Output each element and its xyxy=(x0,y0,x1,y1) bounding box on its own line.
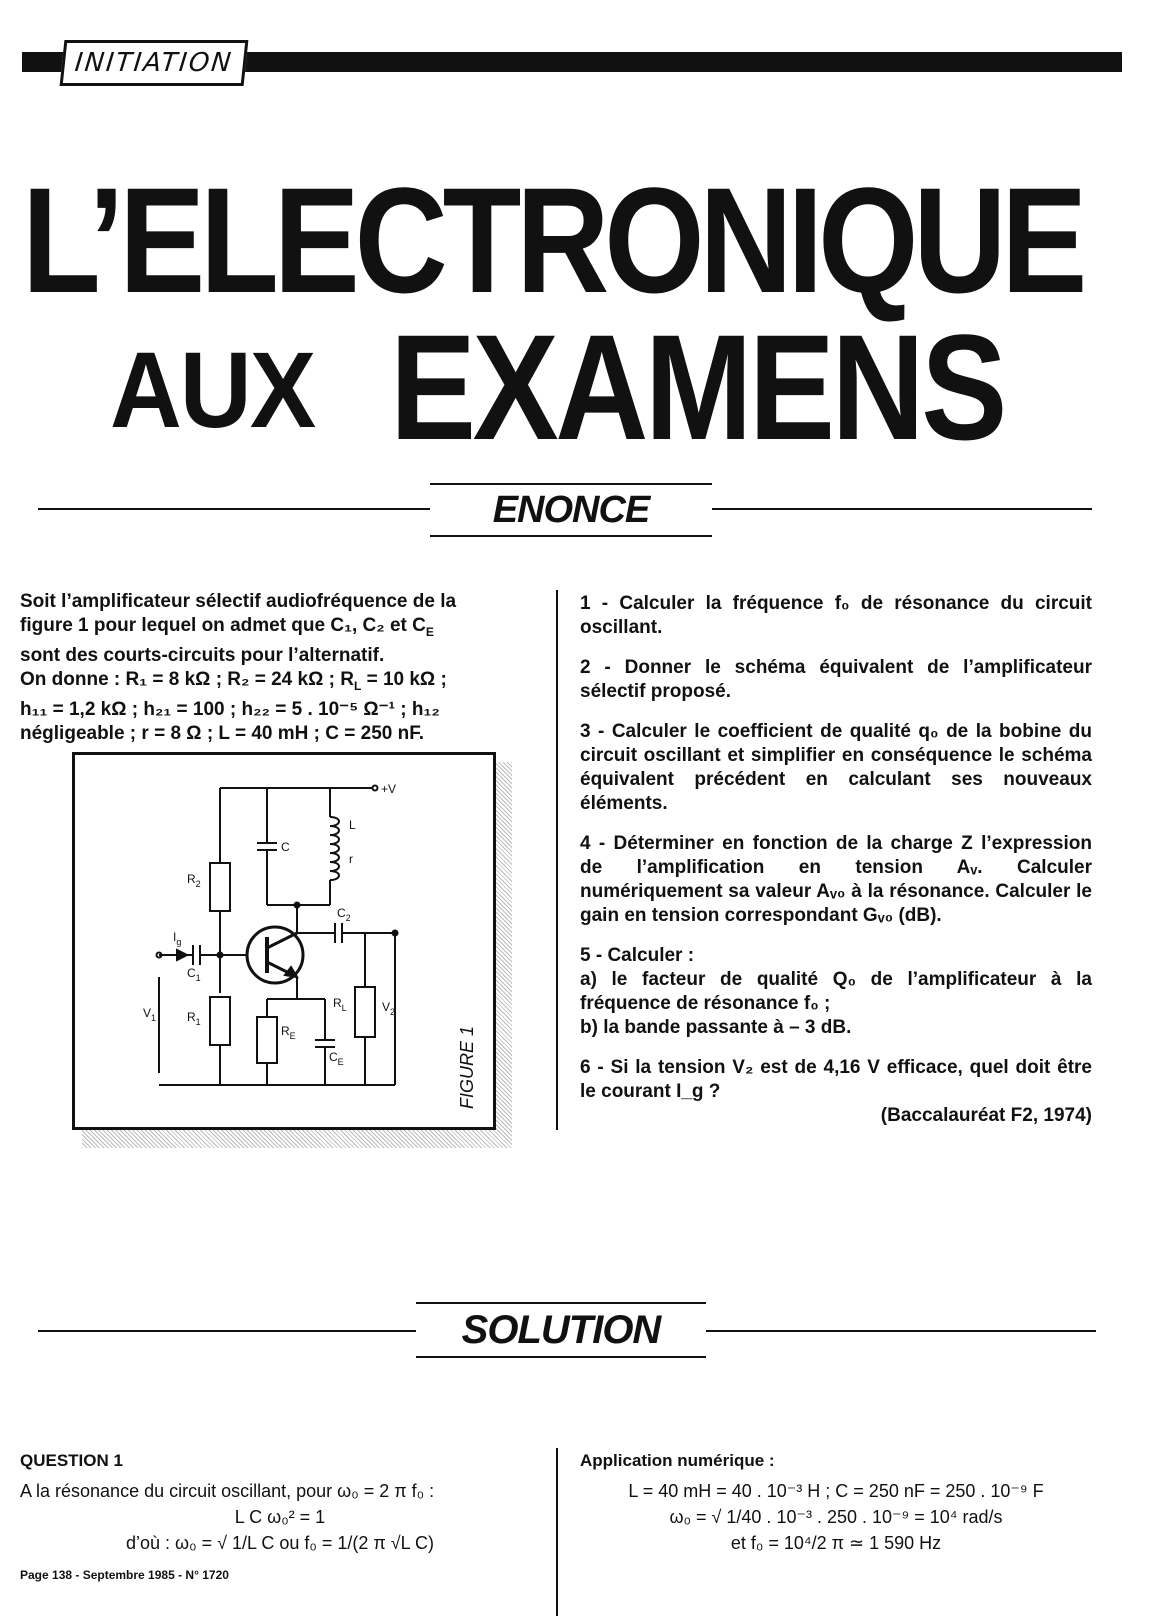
q1-title: QUESTION 1 xyxy=(20,1451,123,1470)
re-label: $R_E$ xyxy=(281,1024,296,1041)
figure-caption: FIGURE 1 xyxy=(457,1025,477,1109)
r-label: r xyxy=(349,852,353,866)
section-tag xyxy=(60,40,249,86)
solution-heading-box xyxy=(416,1302,706,1358)
question-3: 3 - Calculer le coefficient de qualité q₀ de la bobine du circuit oscillant et simplifier en conséquence le schéma équivalent précédent en calculant ses nouveaux éléments. xyxy=(580,721,1092,814)
enonce-rule-right xyxy=(712,508,1092,510)
resistor-rl xyxy=(355,987,375,1037)
vplus-label: +V xyxy=(381,782,397,796)
page-footer: Page 138 - Septembre 1985 - N° 1720 xyxy=(20,1568,229,1582)
question-2: 2 - Donner le schéma équivalent de l’amplificateur sélectif proposé. xyxy=(580,657,1092,702)
ig-arrow-icon xyxy=(177,950,187,960)
output-terminal xyxy=(393,931,398,936)
exam-source: (Baccalauréat F2, 1974) xyxy=(880,1105,1092,1126)
title-line-2-large: EXAMENS xyxy=(390,303,1004,471)
r2-label: $R_2$ xyxy=(187,872,201,889)
resistor-r2 xyxy=(210,863,230,911)
column-divider xyxy=(556,590,558,1130)
solution-rule-left xyxy=(38,1330,416,1332)
node-collector xyxy=(295,903,300,908)
question-5b: b) la bande passante à – 3 dB. xyxy=(580,1017,852,1038)
solution-rule-right xyxy=(706,1330,1096,1332)
title-line-1: L’ELECTRONIQUE xyxy=(22,156,1083,324)
ce-label: $C_E$ xyxy=(329,1050,344,1067)
question-4: 4 - Déterminer en fonction de la charge Z l’expression de l’amplification en tension Aᵥ. Calculer numériquement sa valeur Aᵥ₀ à la résonance. Calculer le gain en tension correspondant Gᵥ₀ (dB). xyxy=(580,833,1092,926)
l-label: L xyxy=(349,818,356,832)
title-line-2-small: AUX xyxy=(110,329,315,450)
solution-column-divider xyxy=(556,1448,558,1616)
c1-label: $C_1$ xyxy=(187,966,201,983)
figure-1 xyxy=(72,752,496,1130)
solution-application xyxy=(580,1448,1092,1556)
intro-line: Soit l’amplificateur sélectif audiofréquence de la xyxy=(20,591,457,612)
intro-line: négligeable ; r = 8 Ω ; L = 40 mH ; C = 250 nF. xyxy=(20,722,424,744)
circuit-diagram xyxy=(75,755,493,1127)
question-5: 5 - Calculer : xyxy=(580,945,695,966)
rl-label: $R_L$ xyxy=(333,996,347,1013)
q1-line: L C ω₀² = 1 xyxy=(234,1507,326,1527)
c-label: C xyxy=(281,840,290,854)
c2-label: $C_2$ xyxy=(337,906,351,923)
intro-line: figure 1 pour lequel on admet que C₁, C₂ et $C_E$ xyxy=(20,615,434,639)
vplus-terminal xyxy=(373,786,378,791)
enonce-questions xyxy=(580,592,1092,1128)
enonce-intro xyxy=(20,590,545,746)
question-6: 6 - Si la tension V₂ est de 4,16 V efficace, quel doit être le courant I_g ? xyxy=(580,1057,1092,1102)
question-1: 1 - Calculer la fréquence f₀ de résonance du circuit oscillant. xyxy=(580,593,1092,638)
enonce-rule-left xyxy=(38,508,430,510)
app-line: ω₀ = √ 1/40 . 10⁻³ . 250 . 10⁻⁹ = 10⁴ rad/s xyxy=(669,1507,1003,1527)
q1-line: A la résonance du circuit oscillant, pour ω₀ = 2 π f₀ : xyxy=(20,1481,435,1501)
emitter-arrow-icon xyxy=(285,967,297,977)
resistor-r1 xyxy=(210,997,230,1045)
ig-label: $I_g$ xyxy=(173,930,182,947)
question-5a: a) le facteur de qualité Q₀ de l’amplificateur à la fréquence de résonance f₀ ; xyxy=(580,969,1092,1014)
app-title: Application numérique : xyxy=(580,1451,775,1470)
app-line: et f₀ = 10⁴/2 π ≃ 1 590 Hz xyxy=(730,1533,942,1553)
enonce-heading: ENONCE xyxy=(492,489,650,531)
v1-label: $V_1$ xyxy=(143,1006,157,1023)
intro-line: sont des courts-circuits pour l’alternatif. xyxy=(20,644,385,666)
intro-line: On donne : R₁ = 8 kΩ ; R₂ = 24 kΩ ; $R_L = 10$ kΩ ; xyxy=(20,668,447,693)
intro-line: h₁₁ = 1,2 kΩ ; h₂₁ = 100 ; h₂₂ = 5 . 10⁻⁵ Ω⁻¹ ; h₁₂ xyxy=(20,698,440,720)
v2-label: $V_2$ xyxy=(382,1000,396,1017)
solution-question-1 xyxy=(20,1448,540,1556)
q1-line: d’où : ω₀ = √ 1/L C ou f₀ = 1/(2 π √L C) xyxy=(126,1533,434,1553)
enonce-heading-box xyxy=(430,483,712,537)
r1-label: $R_1$ xyxy=(187,1010,201,1027)
inductor-l xyxy=(330,817,339,880)
solution-heading: SOLUTION xyxy=(461,1308,661,1352)
app-line: L = 40 mH = 40 . 10⁻³ H ; C = 250 nF = 250 . 10⁻⁹ F xyxy=(628,1481,1044,1501)
resistor-re xyxy=(257,1017,277,1063)
section-tag-label: INITIATION xyxy=(73,48,235,78)
transistor-collector-lead xyxy=(267,933,297,948)
